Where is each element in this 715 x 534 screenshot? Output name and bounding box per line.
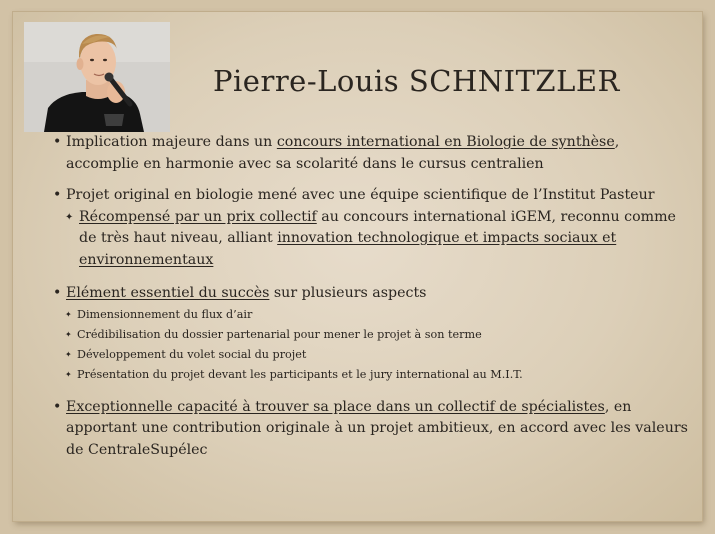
bullet-projet: • Projet original en biologie mené avec une équipe scientifique de l’Institut Pasteur — [53, 185, 693, 207]
star-bullet-icon: ✦ — [65, 309, 72, 319]
bullet-dot: • — [53, 398, 62, 415]
bullet-exceptionnelle: • Exceptionnelle capacité à trouver sa place dans un collectif de spécialistes, en apportant une contribution originale à un projet ambitieux, en accord avec les valeurs de CentraleSupélec — [53, 398, 688, 458]
sub-bullet-recompense: ✦ Récompensé par un prix collectif au concours international iGEM, reconnu comme de très haut niveau, alliant innovation technologique et impacts sociaux et environnementaux — [65, 208, 676, 268]
underlined-phrase: Elément essentiel du succès — [66, 285, 270, 301]
underlined-phrase: Récompensé par un prix collectif — [79, 208, 317, 225]
sub-item: ✦ Présentation du projet devant les participants et le jury international au M.I.T. — [65, 365, 693, 385]
portrait-illustration — [24, 22, 170, 132]
portrait-photo — [24, 22, 170, 132]
bullet-dot: • — [53, 134, 62, 150]
bullet-dot: • — [53, 187, 62, 203]
underlined-phrase: Exceptionnelle capacité à trouver sa place dans un collectif de spécialistes — [66, 398, 605, 415]
star-bullet-icon: ✦ — [65, 349, 72, 359]
slide-title: Pierre-Louis SCHNITZLER — [213, 64, 620, 98]
star-bullet-icon: ✦ — [65, 369, 72, 379]
bullet-implication: • Implication majeure dans un concours international en Biologie de synthèse, accomplie en harmonie avec sa scolarité dans le cursus centralien — [53, 134, 620, 172]
star-bullet-icon: ✦ — [65, 329, 72, 339]
sub-item: ✦ Développement du volet social du projet — [65, 345, 693, 365]
bullet-dot: • — [53, 285, 62, 301]
slide — [13, 12, 702, 521]
sub-item: ✦ Dimensionnement du flux d’air — [65, 305, 693, 325]
sub-item: ✦ Crédibilisation du dossier partenarial pour mener le projet à son terme — [65, 325, 693, 345]
underlined-phrase: innovation technologique et impacts sociaux et environnementaux — [79, 230, 617, 268]
slide-content — [53, 132, 693, 461]
bullet-element: • Elément essentiel du succès sur plusieurs aspects — [53, 283, 693, 305]
underlined-phrase: concours international en Biologie de synthèse — [276, 134, 615, 150]
star-bullet-icon: ✦ — [65, 211, 74, 223]
